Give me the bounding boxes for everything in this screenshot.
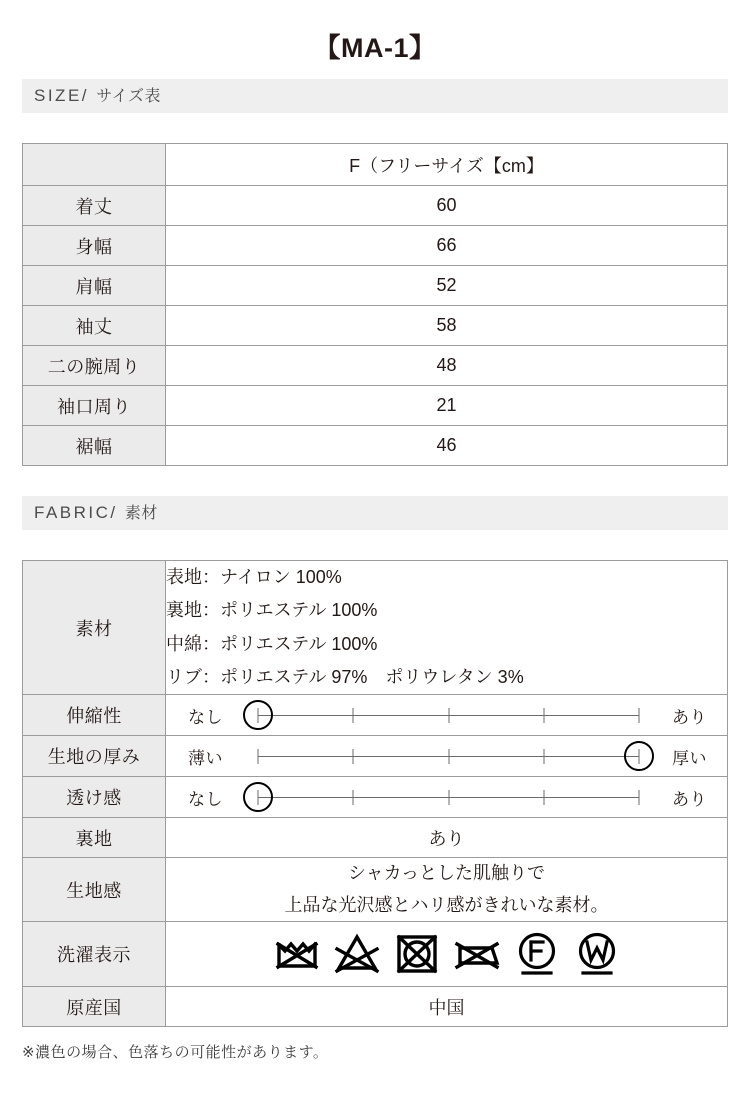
origin-label: 原産国 — [23, 987, 166, 1027]
section-header-fabric — [22, 496, 728, 530]
footnote: ※濃色の場合、色落ちの可能性があります。 — [22, 1044, 329, 1062]
scale-tick — [353, 749, 354, 764]
fabric-table-body — [23, 561, 728, 1027]
material-line: 中綿：ポリエステル 100% — [166, 633, 378, 654]
size-row-value: 21 — [166, 386, 728, 426]
spacer — [0, 113, 750, 143]
size-row-value: 60 — [166, 186, 728, 226]
size-table-column-header: F（フリーサイズ【cm】 — [166, 144, 728, 186]
spacer — [0, 530, 750, 560]
dry-clean-petroleum-f-icon — [514, 931, 560, 977]
no-iron-icon — [454, 933, 500, 975]
care-label: 洗濯表示 — [23, 922, 166, 987]
section-header-fabric-jp: 素材 — [124, 505, 158, 522]
lining-label: 裏地 — [23, 818, 166, 858]
size-row-value: 66 — [166, 226, 728, 266]
scale-tick — [258, 749, 259, 764]
stretch-scale-cell — [166, 695, 728, 736]
size-row-value: 52 — [166, 266, 728, 306]
fabric-table — [22, 560, 728, 1027]
section-header-size-jp: サイズ表 — [96, 88, 161, 105]
scale-tick — [543, 749, 544, 764]
sheerness-scale-cell — [166, 777, 728, 818]
scale-tick — [353, 790, 354, 805]
size-row-label: 着丈 — [23, 186, 166, 226]
material-line: リブ：ポリエステル 97% ポリウレタン 3% — [166, 666, 524, 687]
scale-tick — [543, 790, 544, 805]
lining-value: あり — [166, 818, 728, 858]
scale-tick — [448, 790, 449, 805]
scale-left-label: なし — [188, 707, 223, 727]
size-table-header-row — [23, 144, 728, 186]
scale-stretch — [166, 695, 727, 735]
size-row-value: 48 — [166, 346, 728, 386]
feel-label: 生地感 — [23, 858, 166, 922]
size-row-label: 袖口周り — [23, 386, 166, 426]
size-table-corner-cell — [23, 144, 166, 186]
scale-tick — [639, 790, 640, 805]
scale-tick — [353, 708, 354, 723]
table-row-thickness — [23, 736, 728, 777]
size-row-value: 58 — [166, 306, 728, 346]
scale-track — [258, 736, 639, 776]
scale-sheerness — [166, 777, 727, 817]
no-machine-wash-icon — [274, 933, 320, 975]
care-value — [166, 922, 728, 987]
table-row-origin — [23, 987, 728, 1027]
scale-tick — [448, 708, 449, 723]
material-line: 表地：ナイロン 100% — [166, 567, 342, 587]
feel-line: 上品な光沢感とハリ感がきれいな素材。 — [284, 894, 609, 915]
no-tumble-dry-icon — [394, 933, 440, 975]
table-row-feel — [23, 858, 728, 922]
scale-right-label: あり — [672, 707, 707, 727]
scale-tick — [639, 708, 640, 723]
table-row-stretch — [23, 695, 728, 736]
sheerness-label: 透け感 — [23, 777, 166, 818]
scale-marker — [243, 782, 273, 812]
table-row — [23, 306, 728, 346]
scale-right-label: あり — [672, 789, 707, 809]
size-table — [22, 143, 728, 466]
feel-line: シャカっとした肌触りで — [348, 863, 545, 884]
no-bleach-icon — [334, 933, 380, 975]
scale-track — [258, 695, 639, 735]
section-header-fabric-en: FABRIC/ — [34, 503, 118, 522]
material-label: 素材 — [23, 561, 166, 695]
section-header-size — [22, 79, 728, 113]
page-title: 【MA-1】 — [313, 33, 437, 63]
scale-right-label: 厚い — [672, 748, 707, 768]
size-row-label: 二の腕周り — [23, 346, 166, 386]
scale-left-label: 薄い — [188, 748, 223, 768]
scale-tick — [448, 749, 449, 764]
size-row-label: 肩幅 — [23, 266, 166, 306]
scale-marker — [624, 741, 654, 771]
thickness-label: 生地の厚み — [23, 736, 166, 777]
feel-value — [166, 858, 728, 922]
size-row-label: 裾幅 — [23, 426, 166, 466]
size-row-value: 46 — [166, 426, 728, 466]
material-value — [166, 561, 728, 695]
table-row-sheerness — [23, 777, 728, 818]
table-row — [23, 386, 728, 426]
material-line: 裏地：ポリエステル 100% — [166, 600, 378, 621]
table-row-lining — [23, 818, 728, 858]
size-row-label: 袖丈 — [23, 306, 166, 346]
scale-tick — [543, 708, 544, 723]
size-row-label: 身幅 — [23, 226, 166, 266]
section-header-size-en: SIZE/ — [34, 86, 90, 105]
table-row-care — [23, 922, 728, 987]
table-row — [23, 266, 728, 306]
scale-thickness — [166, 736, 727, 776]
table-row-material — [23, 561, 728, 695]
table-row — [23, 426, 728, 466]
table-row — [23, 186, 728, 226]
scale-left-label: なし — [188, 789, 223, 809]
size-table-body — [23, 144, 728, 466]
stretch-label: 伸縮性 — [23, 695, 166, 736]
thickness-scale-cell — [166, 736, 728, 777]
scale-marker — [243, 700, 273, 730]
spacer — [0, 466, 750, 496]
scale-track — [258, 777, 639, 817]
care-symbol-row — [166, 922, 727, 986]
origin-value: 中国 — [166, 987, 728, 1027]
table-row — [23, 226, 728, 266]
wet-clean-w-icon — [574, 931, 620, 977]
table-row — [23, 346, 728, 386]
